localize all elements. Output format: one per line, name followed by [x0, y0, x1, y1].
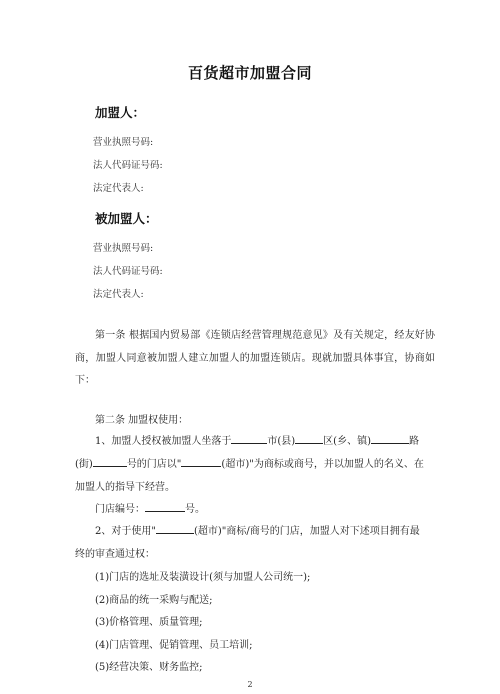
- clause-2-text: (超市)"商标/商号的门店，加盟人对下述项目拥有最: [193, 526, 420, 537]
- clause-1-text: (街): [75, 459, 93, 470]
- list-item: (3)价格管理、质量管理;: [95, 617, 203, 628]
- district-blank: [295, 433, 323, 444]
- franchisee-org-code-field: 法人代码证号码:: [93, 266, 163, 277]
- clause-1-text: 区(乡、镇): [323, 436, 371, 447]
- clause-2-line-2: 终的审查通过权：: [75, 549, 155, 560]
- franchisee-license-field: 营业执照号码:: [93, 243, 154, 254]
- clause-1-line-2: [75, 455, 435, 470]
- store-number-label: 门店编号：: [95, 504, 145, 515]
- franchisor-legal-rep-field: 法定代表人:: [93, 183, 144, 194]
- store-number-line: [95, 500, 455, 515]
- franchisee-legal-rep-field: 法定代表人:: [93, 289, 144, 300]
- city-blank: [231, 433, 267, 444]
- clause-2-line-1: [95, 522, 455, 537]
- clause-1-text: 号的门店以": [126, 459, 182, 470]
- clause-2-text: 2、对于使用": [95, 526, 156, 537]
- street-blank: [93, 456, 127, 467]
- road-blank: [371, 433, 409, 444]
- clause-1-text: 市(县): [267, 436, 296, 447]
- franchisor-org-code-field: 法人代码证号码:: [93, 160, 163, 171]
- list-item: (5)经营决策、财务监控;: [95, 662, 203, 673]
- contract-title: 百货超市加盟合同: [187, 64, 312, 82]
- store-number-blank: [145, 501, 185, 512]
- clause-1-text: 1、加盟人授权被加盟人坐落于: [95, 436, 232, 447]
- brand-blank: [156, 523, 194, 534]
- list-item: (1)门店的选址及装潢设计(须与加盟人公司统一);: [95, 572, 311, 583]
- list-item: (2)商品的统一采购与配送;: [95, 595, 213, 606]
- franchisee-heading: 被加盟人：: [95, 211, 158, 226]
- franchisor-heading: 加盟人：: [95, 105, 146, 120]
- list-item: (4)门店管理、促销管理、员工培训;: [95, 640, 253, 651]
- franchisor-license-field: 营业执照号码:: [93, 137, 154, 148]
- store-name-blank: [181, 456, 221, 467]
- clause-1-text: 路: [409, 436, 419, 447]
- clause-1-line-3: 加盟人的指导下经营。: [75, 482, 175, 493]
- article-2-heading: 第二条 加盟权使用：: [95, 415, 189, 426]
- clause-1-text: (超市)"为商标或商号，并以加盟人的名义、在: [221, 459, 424, 470]
- clause-1-line-1: [95, 432, 455, 447]
- page-number: 2: [247, 680, 253, 689]
- article-1-paragraph: 第一条 根据国内贸易部《连锁店经营管理规范意见》及有关规定，经友好协商，加盟人同意被加盟人建立加盟人的加盟连锁店。现就加盟具体事宜，协商如下：: [75, 330, 435, 386]
- store-number-suffix: 号。: [185, 504, 205, 515]
